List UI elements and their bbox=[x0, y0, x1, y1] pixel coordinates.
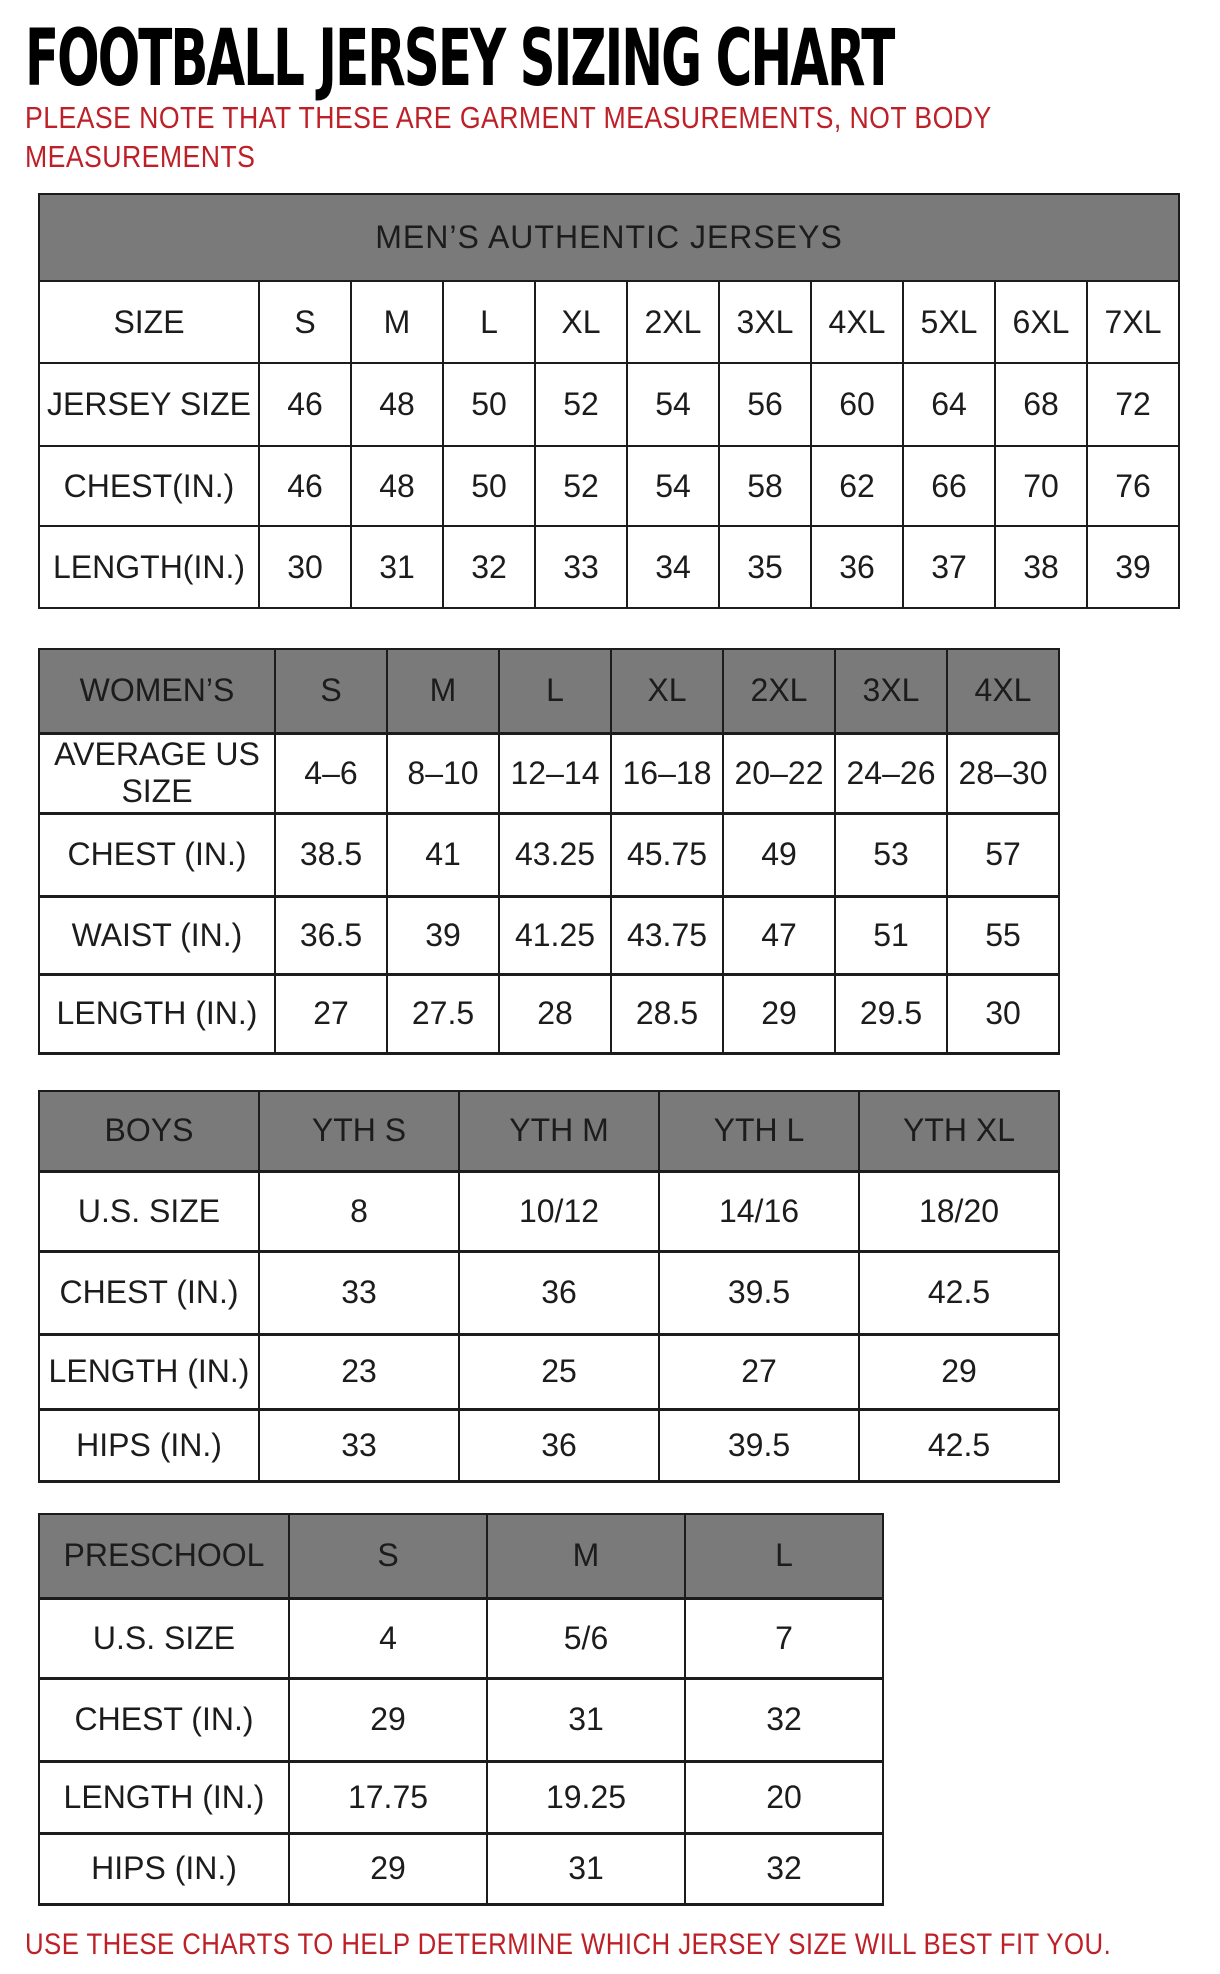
mens-table-row bbox=[39, 281, 1179, 363]
value-cell: 76 bbox=[1087, 446, 1179, 526]
row-label-cell: LENGTH (IN.) bbox=[39, 1334, 259, 1409]
row-label-cell: CHEST (IN.) bbox=[39, 1678, 289, 1761]
value-cell: 31 bbox=[487, 1833, 685, 1904]
value-cell: 24–26 bbox=[835, 733, 947, 813]
value-cell: 62 bbox=[811, 446, 903, 526]
mens-table-row bbox=[39, 363, 1179, 446]
value-cell: 16–18 bbox=[611, 733, 723, 813]
value-cell: 18/20 bbox=[859, 1171, 1059, 1251]
value-cell: 36 bbox=[459, 1409, 659, 1481]
value-cell: M bbox=[351, 281, 443, 363]
preschool-header-label-cell: PRESCHOOL bbox=[39, 1514, 289, 1598]
value-cell: 32 bbox=[685, 1833, 883, 1904]
value-cell: 5XL bbox=[903, 281, 995, 363]
value-cell: 57 bbox=[947, 813, 1059, 896]
womens-table-row bbox=[39, 974, 1059, 1053]
womens-header-size-cell: 4XL bbox=[947, 649, 1059, 733]
value-cell: 46 bbox=[259, 363, 351, 446]
preschool-header-size-cell: L bbox=[685, 1514, 883, 1598]
value-cell: 33 bbox=[259, 1251, 459, 1334]
row-label-cell: JERSEY SIZE bbox=[39, 363, 259, 446]
value-cell: 47 bbox=[723, 896, 835, 974]
mens-table-title: MEN’S AUTHENTIC JERSEYS bbox=[39, 194, 1179, 281]
boys-header-size-cell: YTH S bbox=[259, 1091, 459, 1171]
womens-table-row bbox=[39, 733, 1059, 813]
value-cell: 49 bbox=[723, 813, 835, 896]
row-label-cell: CHEST (IN.) bbox=[39, 813, 275, 896]
value-cell: 29 bbox=[859, 1334, 1059, 1409]
boys-header-size-cell: YTH XL bbox=[859, 1091, 1059, 1171]
value-cell: 37 bbox=[903, 526, 995, 608]
value-cell: 32 bbox=[685, 1678, 883, 1761]
value-cell: 54 bbox=[627, 363, 719, 446]
boys-sizing-table bbox=[38, 1090, 1060, 1483]
value-cell: 68 bbox=[995, 363, 1087, 446]
value-cell: 42.5 bbox=[859, 1409, 1059, 1481]
womens-sizing-table bbox=[38, 648, 1060, 1055]
womens-header-size-cell: XL bbox=[611, 649, 723, 733]
value-cell: 38 bbox=[995, 526, 1087, 608]
preschool-sizing-table bbox=[38, 1513, 884, 1906]
garment-measurements-note-line2: MEASUREMENTS bbox=[25, 139, 256, 174]
value-cell: 20–22 bbox=[723, 733, 835, 813]
value-cell: XL bbox=[535, 281, 627, 363]
value-cell: 31 bbox=[487, 1678, 685, 1761]
row-label-cell: LENGTH(IN.) bbox=[39, 526, 259, 608]
womens-header-size-cell: 2XL bbox=[723, 649, 835, 733]
value-cell: 52 bbox=[535, 363, 627, 446]
value-cell: 17.75 bbox=[289, 1761, 487, 1833]
row-label-cell: AVERAGE US SIZE bbox=[39, 733, 275, 813]
mens-table-row bbox=[39, 446, 1179, 526]
value-cell: 58 bbox=[719, 446, 811, 526]
page-title bbox=[25, 14, 1220, 104]
value-cell: S bbox=[259, 281, 351, 363]
value-cell: 29 bbox=[723, 974, 835, 1053]
value-cell: 29 bbox=[289, 1678, 487, 1761]
boys-table-row bbox=[39, 1251, 1059, 1334]
value-cell: 42.5 bbox=[859, 1251, 1059, 1334]
boys-header-size-cell: YTH M bbox=[459, 1091, 659, 1171]
preschool-table-row bbox=[39, 1598, 883, 1678]
value-cell: 27.5 bbox=[387, 974, 499, 1053]
page-title-text: FOOTBALL JERSEY SIZING CHART bbox=[25, 14, 894, 104]
womens-header-size-cell: L bbox=[499, 649, 611, 733]
value-cell: 19.25 bbox=[487, 1761, 685, 1833]
preschool-table-row bbox=[39, 1833, 883, 1904]
row-label-cell: HIPS (IN.) bbox=[39, 1409, 259, 1481]
value-cell: 14/16 bbox=[659, 1171, 859, 1251]
womens-header-size-cell: S bbox=[275, 649, 387, 733]
value-cell: 23 bbox=[259, 1334, 459, 1409]
row-label-cell: CHEST(IN.) bbox=[39, 446, 259, 526]
value-cell: 39.5 bbox=[659, 1409, 859, 1481]
value-cell: 4 bbox=[289, 1598, 487, 1678]
value-cell: 52 bbox=[535, 446, 627, 526]
value-cell: 48 bbox=[351, 363, 443, 446]
value-cell: 33 bbox=[259, 1409, 459, 1481]
row-label-cell: LENGTH (IN.) bbox=[39, 1761, 289, 1833]
value-cell: 8–10 bbox=[387, 733, 499, 813]
value-cell: 12–14 bbox=[499, 733, 611, 813]
value-cell: 48 bbox=[351, 446, 443, 526]
row-label-cell: HIPS (IN.) bbox=[39, 1833, 289, 1904]
value-cell: 25 bbox=[459, 1334, 659, 1409]
value-cell: 45.75 bbox=[611, 813, 723, 896]
value-cell: 35 bbox=[719, 526, 811, 608]
womens-header-label-cell: WOMEN’S bbox=[39, 649, 275, 733]
value-cell: 54 bbox=[627, 446, 719, 526]
row-label-cell: CHEST (IN.) bbox=[39, 1251, 259, 1334]
value-cell: 29 bbox=[289, 1833, 487, 1904]
value-cell: 27 bbox=[659, 1334, 859, 1409]
value-cell: 39 bbox=[1087, 526, 1179, 608]
row-label-cell: U.S. SIZE bbox=[39, 1171, 259, 1251]
preschool-header-size-cell: M bbox=[487, 1514, 685, 1598]
womens-table-row bbox=[39, 896, 1059, 974]
value-cell: 4–6 bbox=[275, 733, 387, 813]
garment-measurements-note-line1: PLEASE NOTE THAT THESE ARE GARMENT MEASUREMENTS, NOT BODY bbox=[25, 100, 992, 135]
boys-header-label-cell: BOYS bbox=[39, 1091, 259, 1171]
value-cell: 3XL bbox=[719, 281, 811, 363]
womens-table-row bbox=[39, 813, 1059, 896]
value-cell: 30 bbox=[259, 526, 351, 608]
value-cell: 36.5 bbox=[275, 896, 387, 974]
value-cell: 39.5 bbox=[659, 1251, 859, 1334]
value-cell: 28.5 bbox=[611, 974, 723, 1053]
value-cell: 32 bbox=[443, 526, 535, 608]
womens-header-size-cell: M bbox=[387, 649, 499, 733]
boys-header-size-cell: YTH L bbox=[659, 1091, 859, 1171]
value-cell: 53 bbox=[835, 813, 947, 896]
value-cell: 28 bbox=[499, 974, 611, 1053]
value-cell: 43.75 bbox=[611, 896, 723, 974]
value-cell: 56 bbox=[719, 363, 811, 446]
value-cell: 8 bbox=[259, 1171, 459, 1251]
value-cell: 33 bbox=[535, 526, 627, 608]
value-cell: 27 bbox=[275, 974, 387, 1053]
row-label-cell: WAIST (IN.) bbox=[39, 896, 275, 974]
value-cell: 51 bbox=[835, 896, 947, 974]
value-cell: 7XL bbox=[1087, 281, 1179, 363]
boys-table-row bbox=[39, 1171, 1059, 1251]
mens-authentic-jerseys-table bbox=[38, 193, 1180, 609]
boys-table-row bbox=[39, 1334, 1059, 1409]
value-cell: 50 bbox=[443, 363, 535, 446]
value-cell: 36 bbox=[459, 1251, 659, 1334]
preschool-table-row bbox=[39, 1678, 883, 1761]
value-cell: 7 bbox=[685, 1598, 883, 1678]
value-cell: 70 bbox=[995, 446, 1087, 526]
row-label-cell: U.S. SIZE bbox=[39, 1598, 289, 1678]
value-cell: 41 bbox=[387, 813, 499, 896]
value-cell: 43.25 bbox=[499, 813, 611, 896]
value-cell: 28–30 bbox=[947, 733, 1059, 813]
value-cell: 55 bbox=[947, 896, 1059, 974]
value-cell: 34 bbox=[627, 526, 719, 608]
womens-header-size-cell: 3XL bbox=[835, 649, 947, 733]
footer-note: USE THESE CHARTS TO HELP DETERMINE WHICH JERSEY SIZE WILL BEST FIT YOU. bbox=[25, 1928, 1112, 1961]
value-cell: 5/6 bbox=[487, 1598, 685, 1678]
value-cell: 2XL bbox=[627, 281, 719, 363]
value-cell: L bbox=[443, 281, 535, 363]
preschool-table-row bbox=[39, 1761, 883, 1833]
value-cell: 30 bbox=[947, 974, 1059, 1053]
row-label-cell: SIZE bbox=[39, 281, 259, 363]
preschool-header-size-cell: S bbox=[289, 1514, 487, 1598]
value-cell: 6XL bbox=[995, 281, 1087, 363]
value-cell: 66 bbox=[903, 446, 995, 526]
value-cell: 46 bbox=[259, 446, 351, 526]
value-cell: 64 bbox=[903, 363, 995, 446]
value-cell: 29.5 bbox=[835, 974, 947, 1053]
mens-table-row bbox=[39, 526, 1179, 608]
value-cell: 20 bbox=[685, 1761, 883, 1833]
value-cell: 72 bbox=[1087, 363, 1179, 446]
value-cell: 39 bbox=[387, 896, 499, 974]
row-label-cell: LENGTH (IN.) bbox=[39, 974, 275, 1053]
value-cell: 50 bbox=[443, 446, 535, 526]
value-cell: 10/12 bbox=[459, 1171, 659, 1251]
value-cell: 60 bbox=[811, 363, 903, 446]
value-cell: 41.25 bbox=[499, 896, 611, 974]
value-cell: 4XL bbox=[811, 281, 903, 363]
value-cell: 36 bbox=[811, 526, 903, 608]
value-cell: 38.5 bbox=[275, 813, 387, 896]
boys-table-row bbox=[39, 1409, 1059, 1481]
value-cell: 31 bbox=[351, 526, 443, 608]
